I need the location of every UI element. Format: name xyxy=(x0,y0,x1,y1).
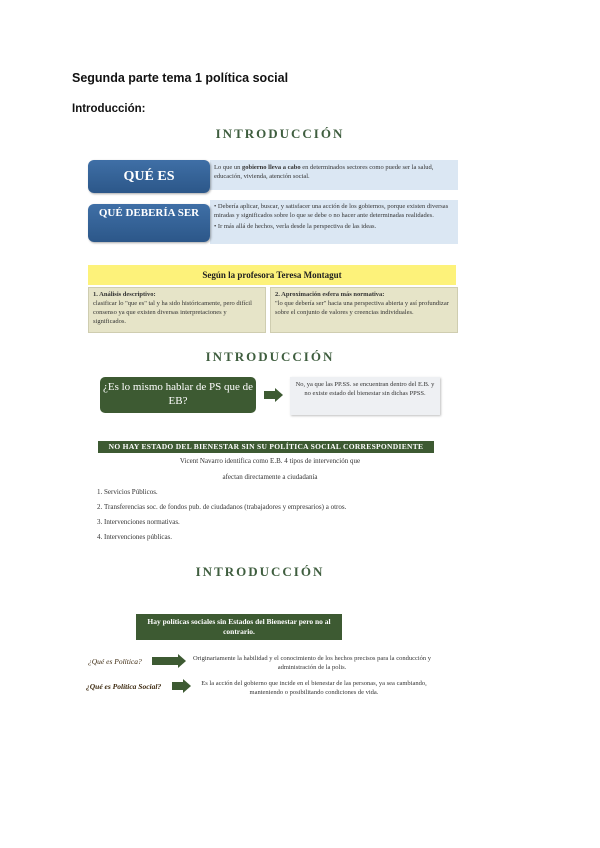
que-es-politica-social-definition: Es la acción del gobierno que incide en el bienestar de las personas, ya sea cambiando, manteniendo o posibilitando condiciones de vida. xyxy=(201,680,427,696)
question-box: ¿Es lo mismo hablar de PS que de EB? xyxy=(100,377,256,413)
slide-introduccion-2 xyxy=(90,343,450,553)
profesora-banner: Según la profesora Teresa Montagut xyxy=(88,265,456,285)
right-arrow-icon xyxy=(172,679,192,693)
list-item: 3. Intervenciones normativas. xyxy=(104,518,464,526)
que-deberia-label: QUÉ DEBERÍA SER xyxy=(88,204,210,242)
que-es-text-c: en determinados sectores como puede ser la salud, educación, vivienda, atención social. xyxy=(214,164,434,180)
politicas-sociales-box: Hay políticas sociales sin Estados del Bienestar pero no al contrario. xyxy=(136,614,342,640)
slide-title: INTRODUCCIÓN xyxy=(215,126,345,141)
navarro-intro-line-1: Vicent Navarro identifica como E.B. 4 tipos de intervención que xyxy=(179,457,361,465)
intervention-list xyxy=(90,488,464,548)
answer-box xyxy=(290,377,440,415)
aproximacion-normativa-text: "lo que debería ser" hacia una perspectiva abierta y así profundizar sobre el conjunto de valores y creencias individuales. xyxy=(275,300,449,316)
slide-title: INTRODUCCIÓN xyxy=(195,564,325,579)
que-es-politica-social-label: ¿Qué es Política Social? xyxy=(86,682,162,691)
right-arrow-icon xyxy=(264,388,284,402)
list-item: 2. Transferencias soc. de fondos pub. de ciudadanos (trabajadores y empresarios) a otros. xyxy=(104,503,464,511)
analisis-descriptivo-text: clasificar lo "que es" tal y ha sido históricamente, pero difícil consenso ya que existen diversas interpretaciones y significados. xyxy=(93,300,252,325)
que-es-text xyxy=(210,160,458,184)
document-heading: Segunda parte tema 1 política social xyxy=(72,71,289,85)
analisis-descriptivo-title: 1. Análisis descriptivo: xyxy=(93,291,156,298)
no-estado-bienestar-bar: NO HAY ESTADO DEL BIENESTAR SIN SU POLÍTICA SOCIAL CORRESPONDIENTE xyxy=(98,441,434,453)
right-arrow-icon xyxy=(152,654,186,668)
navarro-intro-line-2: afectan directamente a ciudadanía xyxy=(222,473,318,481)
aproximacion-normativa-title: 2. Aproximación esfera más normativa: xyxy=(275,291,385,298)
que-es-politica-label: ¿Qué es Política? xyxy=(88,657,142,666)
que-deberia-text-panel xyxy=(210,200,458,244)
que-deberia-bullet-2: • Ir más allá de hechos, verla desde la perspectiva de las ideas. xyxy=(214,223,377,230)
que-es-politica-definition: Originariamente la habilidad y el conocimiento de los hechos precisos para la conducción y administración de la polis. xyxy=(192,655,432,671)
slide-introduccion-1 xyxy=(80,120,480,335)
slide-introduccion-3 xyxy=(80,558,440,708)
list-item: 1. Servicios Públicos. xyxy=(104,488,464,496)
que-es-text-a: Lo que un xyxy=(214,164,242,171)
aproximacion-normativa-box xyxy=(270,287,458,333)
list-item: 4. Intervenciones públicas. xyxy=(104,533,464,541)
que-es-text-bold: gobierno lleva a cabo xyxy=(241,164,301,171)
que-deberia-bullet-1: • Debería aplicar, buscar, y satisfacer una acción de los gobiernos, porque existen diversas miradas y significados sobre lo que se debe o no hacer ante determinadas realidades. xyxy=(214,203,449,219)
slide-title: INTRODUCCIÓN xyxy=(205,349,335,364)
que-es-text-panel xyxy=(210,160,458,190)
answer-text: No, ya que las PP.SS. se encuentran dentro del E.B. y no existe estado del bienestar sin dichas PPSS. xyxy=(295,381,435,397)
que-es-label: QUÉ ES xyxy=(88,160,210,193)
document-subheading: Introducción: xyxy=(72,103,146,115)
analisis-descriptivo-box xyxy=(88,287,266,333)
